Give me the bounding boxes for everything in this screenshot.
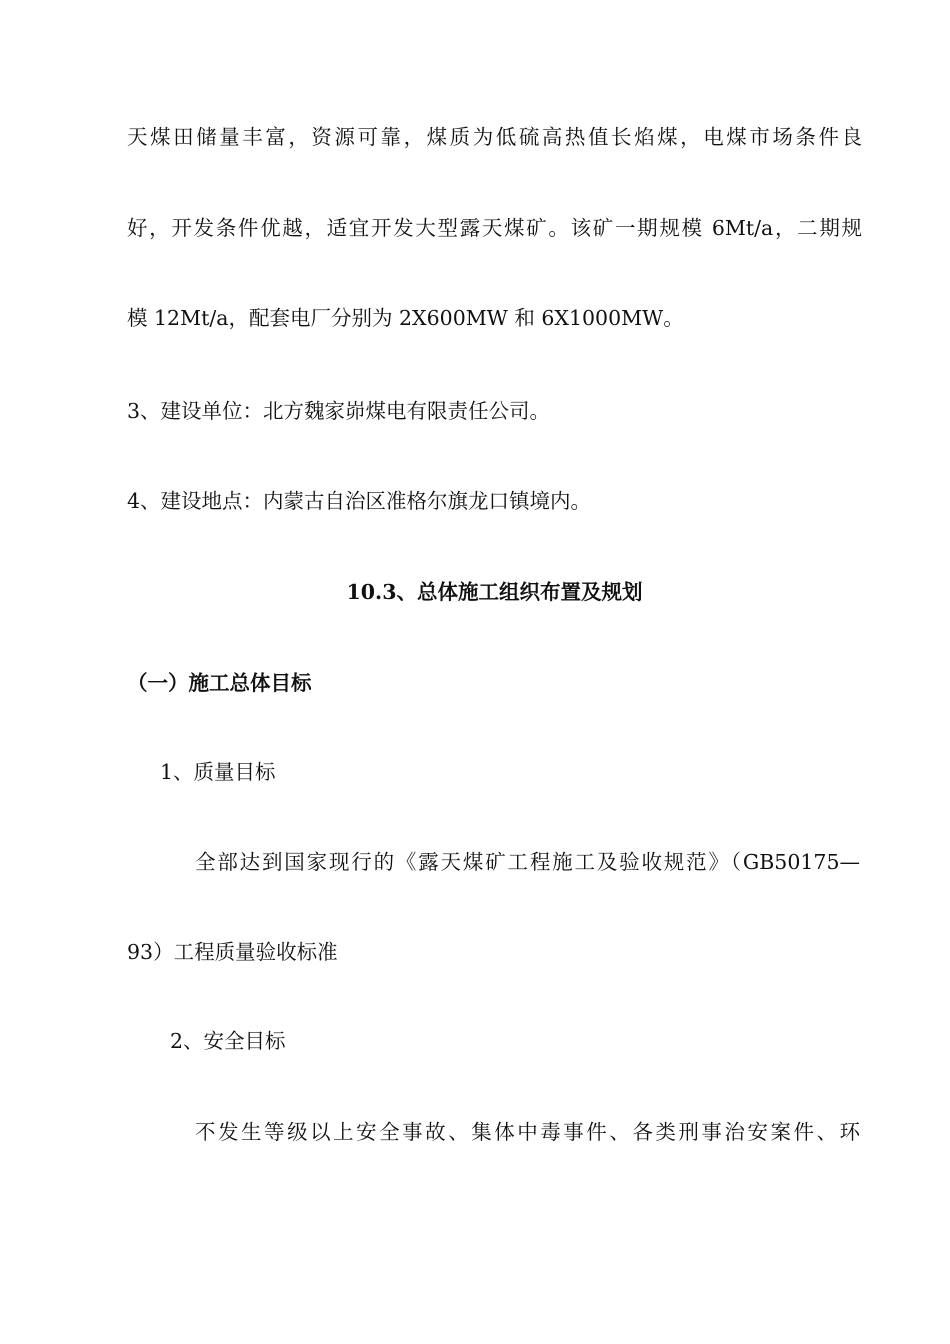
construction-unit-item: 3、建设单位：北方魏家峁煤电有限责任公司。 (127, 399, 551, 423)
construction-site-item: 4、建设地点：内蒙古自治区准格尔旗龙口镇境内。 (127, 489, 592, 513)
safety-target-line: 不发生等级以上安全事故、集体中毒事件、各类刑事治安案件、环 (195, 1120, 860, 1144)
paragraph-line: 天煤田储量丰富，资源可靠，煤质为低硫高热值长焰煤，电煤市场条件良 (127, 125, 862, 149)
paragraph-line: 好，开发条件优越，适宜开发大型露天煤矿。该矿一期规模 6Mt/a，二期规 (127, 216, 862, 240)
section-heading: 10.3、总体施工组织布置及规划 (346, 580, 643, 604)
quality-target-line: 全部达到国家现行的《露天煤矿工程施工及验收规范》（GB50175— (195, 850, 860, 874)
paragraph-line: 模 12Mt/a，配套电厂分别为 2X600MW 和 6X1000MW。 (127, 306, 684, 330)
quality-target-line: 93）工程质量验收标准 (127, 940, 338, 964)
subsection-heading: （一）施工总体目标 (127, 671, 312, 695)
quality-target-heading: 1、质量目标 (160, 760, 276, 784)
safety-target-heading: 2、安全目标 (170, 1029, 286, 1053)
